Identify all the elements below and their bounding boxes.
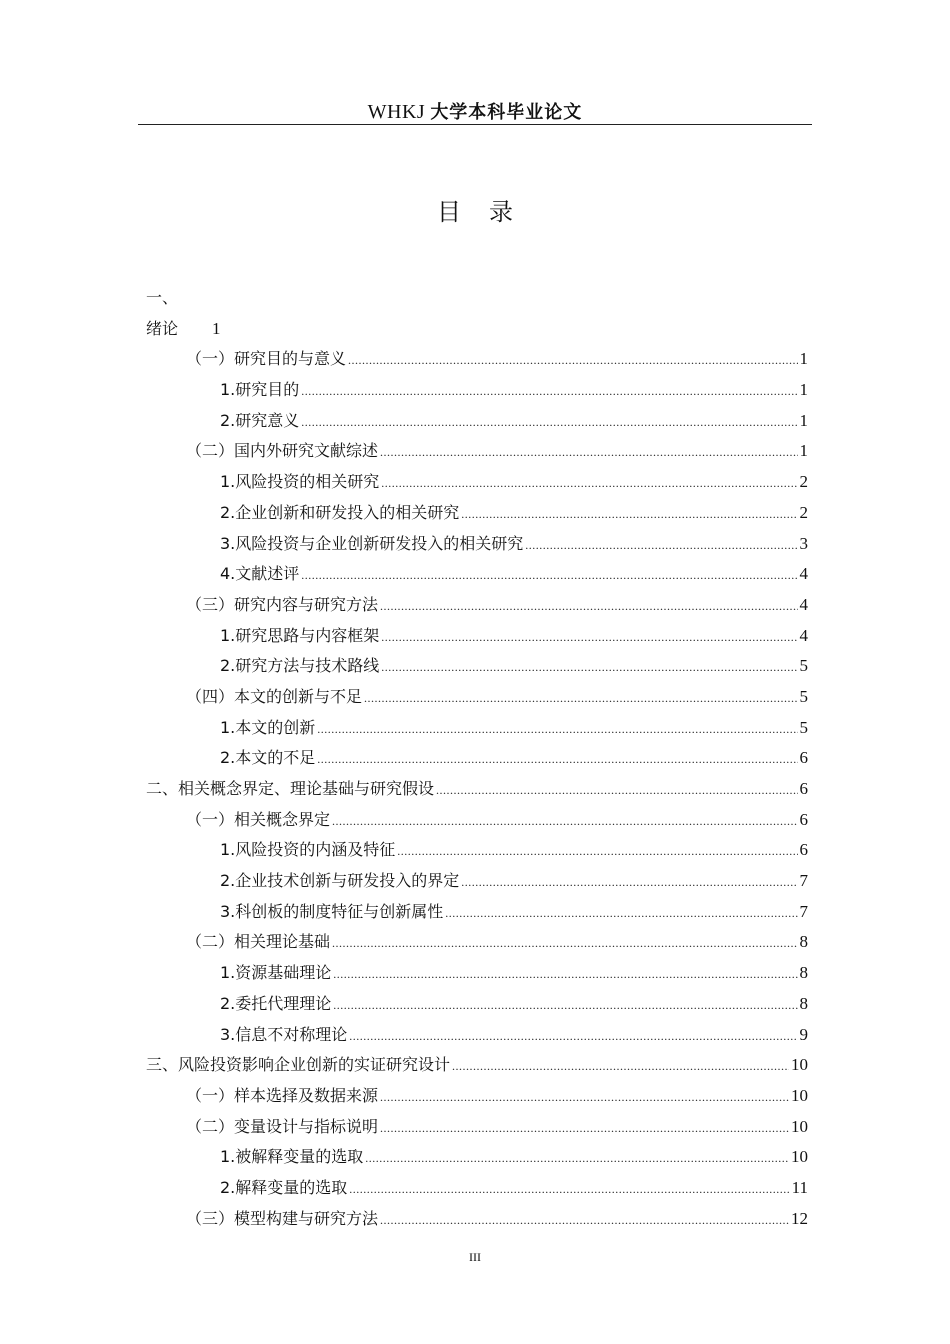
toc-page-number: 10 <box>791 1055 808 1075</box>
toc-entry[interactable] <box>146 897 808 928</box>
toc-label: 1.风险投资的内涵及特征 <box>220 840 396 860</box>
toc-leader-dots <box>301 560 797 591</box>
toc-entry[interactable] <box>146 805 808 836</box>
toc-leader-dots <box>333 959 797 990</box>
toc-label: （三）模型构建与研究方法 <box>186 1208 379 1228</box>
toc-leader-dots <box>461 499 797 530</box>
toc-page-number: 9 <box>799 1024 808 1044</box>
toc-leader-dots <box>380 591 797 622</box>
toc-page-number: 5 <box>799 656 808 676</box>
toc-page-number: 1 <box>799 410 808 430</box>
toc-leader-dots <box>380 437 797 468</box>
toc-page-number: 4 <box>799 564 808 584</box>
toc-leader-dots <box>445 898 797 929</box>
toc-entry[interactable] <box>146 866 808 897</box>
toc-leader-dots <box>380 1113 789 1144</box>
toc-label: 2.企业创新和研发投入的相关研究 <box>220 502 460 522</box>
toc-page-number: 4 <box>799 594 808 614</box>
toc-entry[interactable] <box>146 467 808 498</box>
toc-page-number: 8 <box>799 932 808 952</box>
toc-label: （二）相关理论基础 <box>186 932 331 952</box>
toc-entry[interactable] <box>146 1020 808 1051</box>
toc-label: 3.科创板的制度特征与创新属性 <box>220 901 444 921</box>
toc-entry[interactable] <box>146 682 808 713</box>
toc-label: 2.解释变量的选取 <box>220 1177 348 1197</box>
toc-leader-dots <box>364 683 797 714</box>
toc-page-number: 4 <box>799 625 808 645</box>
toc-leader-dots <box>301 407 797 438</box>
toc-page-number: 2 <box>799 502 808 522</box>
toc-entry-intro[interactable] <box>146 314 808 345</box>
toc-label: （一）研究目的与意义 <box>186 349 347 369</box>
toc-page-number: 7 <box>799 901 808 921</box>
toc-label: 2.委托代理理论 <box>220 993 332 1013</box>
toc-page-number: 10 <box>791 1147 808 1167</box>
toc-label: 绪论 <box>146 318 179 338</box>
toc-page-number: 1 <box>799 349 808 369</box>
toc-label: 1.研究目的 <box>220 380 300 400</box>
toc-label: 2.研究方法与技术路线 <box>220 656 380 676</box>
toc-entry[interactable] <box>146 621 808 652</box>
header-latin-text: WHKJ <box>367 101 426 123</box>
toc-entry[interactable] <box>146 1204 808 1235</box>
toc-entry[interactable] <box>146 1142 808 1173</box>
toc-leader-dots <box>317 744 797 775</box>
toc-page-number: 6 <box>799 748 808 768</box>
toc-entry[interactable] <box>146 958 808 989</box>
toc-leader-dots <box>381 652 797 683</box>
toc-leader-dots <box>365 1143 789 1174</box>
toc-entry[interactable] <box>146 498 808 529</box>
toc-page-number: 5 <box>799 717 808 737</box>
toc-entry[interactable] <box>146 1050 808 1081</box>
toc-label: （一）相关概念界定 <box>186 809 331 829</box>
toc-page-number: 7 <box>799 871 808 891</box>
toc-entry[interactable] <box>146 774 808 805</box>
toc-label: （一）样本选择及数据来源 <box>186 1085 379 1105</box>
toc-page-number: 5 <box>799 686 808 706</box>
toc-leader-dots <box>381 468 797 499</box>
page-number-footer: III <box>469 1250 481 1264</box>
toc-page-number: 8 <box>799 993 808 1013</box>
toc-leader-dots <box>436 775 797 806</box>
toc-label: 二、相关概念界定、理论基础与研究假设 <box>146 779 435 798</box>
toc-leader-dots <box>525 530 797 561</box>
toc-page-number: 6 <box>799 809 808 829</box>
toc-title: 目录 <box>437 198 541 226</box>
toc-label: 1.被解释变量的选取 <box>220 1147 364 1167</box>
toc-entry[interactable] <box>146 743 808 774</box>
toc-entry[interactable] <box>146 529 808 560</box>
toc-page-number: 1 <box>799 380 808 400</box>
toc-leader-dots <box>301 376 797 407</box>
toc-label: （三）研究内容与研究方法 <box>186 594 379 614</box>
toc-label: 1.研究思路与内容框架 <box>220 625 380 645</box>
toc-label: 1.风险投资的相关研究 <box>220 472 380 492</box>
toc-page-number: 1 <box>212 318 221 338</box>
toc-leader-dots <box>333 990 797 1021</box>
toc-label: 3.风险投资与企业创新研发投入的相关研究 <box>220 533 524 553</box>
toc-leader-dots <box>381 622 797 653</box>
toc-label: （四）本文的创新与不足 <box>186 686 363 706</box>
toc-label: （二）变量设计与指标说明 <box>186 1116 379 1136</box>
toc-entry[interactable] <box>146 927 808 958</box>
toc-label: 三、风险投资影响企业创新的实证研究设计 <box>146 1055 451 1075</box>
toc-leader-dots <box>332 928 797 959</box>
toc-page-number: 11 <box>791 1177 808 1197</box>
toc-leader-dots <box>332 806 797 837</box>
toc-entry[interactable] <box>146 713 808 744</box>
toc-label: 2.企业技术创新与研发投入的界定 <box>220 871 460 891</box>
toc-entry[interactable] <box>146 406 808 437</box>
toc-page-number: 6 <box>799 840 808 860</box>
toc-page-number: 6 <box>799 779 808 798</box>
toc-page-number: 1 <box>799 441 808 461</box>
toc-entry[interactable] <box>146 590 808 621</box>
toc-entry[interactable] <box>146 344 808 375</box>
toc-entry[interactable] <box>146 651 808 682</box>
toc-leader-dots <box>349 1021 797 1052</box>
toc-page-number: 2 <box>799 472 808 492</box>
table-of-contents <box>146 283 808 1234</box>
toc-label: 2.本文的不足 <box>220 748 316 768</box>
toc-label: 1.资源基础理论 <box>220 963 332 983</box>
header-title-text: 大学本科毕业论文 <box>430 102 583 123</box>
page-header <box>138 98 812 125</box>
toc-label: 2.研究意义 <box>220 410 300 430</box>
toc-page-number: 10 <box>791 1116 808 1136</box>
toc-page-number: 10 <box>791 1085 808 1105</box>
toc-label: （二）国内外研究文献综述 <box>186 441 379 461</box>
toc-leader-dots <box>349 1174 789 1205</box>
toc-entry[interactable] <box>146 559 808 590</box>
toc-leader-dots <box>380 1205 789 1236</box>
toc-entry[interactable] <box>146 835 808 866</box>
toc-page-number: 12 <box>791 1208 808 1228</box>
toc-leader-dots <box>452 1051 789 1082</box>
toc-label: 4.文献述评 <box>220 564 300 584</box>
toc-prefix: 一、 <box>146 288 179 307</box>
toc-leader-dots <box>317 714 797 745</box>
toc-page-number: 8 <box>799 963 808 983</box>
toc-label: 3.信息不对称理论 <box>220 1024 348 1044</box>
toc-entry[interactable] <box>146 1173 808 1204</box>
toc-entry-prefix[interactable] <box>146 283 808 314</box>
toc-leader-dots <box>461 867 797 898</box>
toc-entry[interactable] <box>146 1081 808 1112</box>
toc-entry[interactable] <box>146 989 808 1020</box>
toc-page-number: 3 <box>799 533 808 553</box>
toc-entry[interactable] <box>146 436 808 467</box>
toc-entry[interactable] <box>146 375 808 406</box>
toc-leader-dots <box>397 836 797 867</box>
toc-leader-dots <box>380 1082 789 1113</box>
toc-leader-dots <box>348 345 797 376</box>
toc-entry[interactable] <box>146 1112 808 1143</box>
toc-label: 1.本文的创新 <box>220 717 316 737</box>
